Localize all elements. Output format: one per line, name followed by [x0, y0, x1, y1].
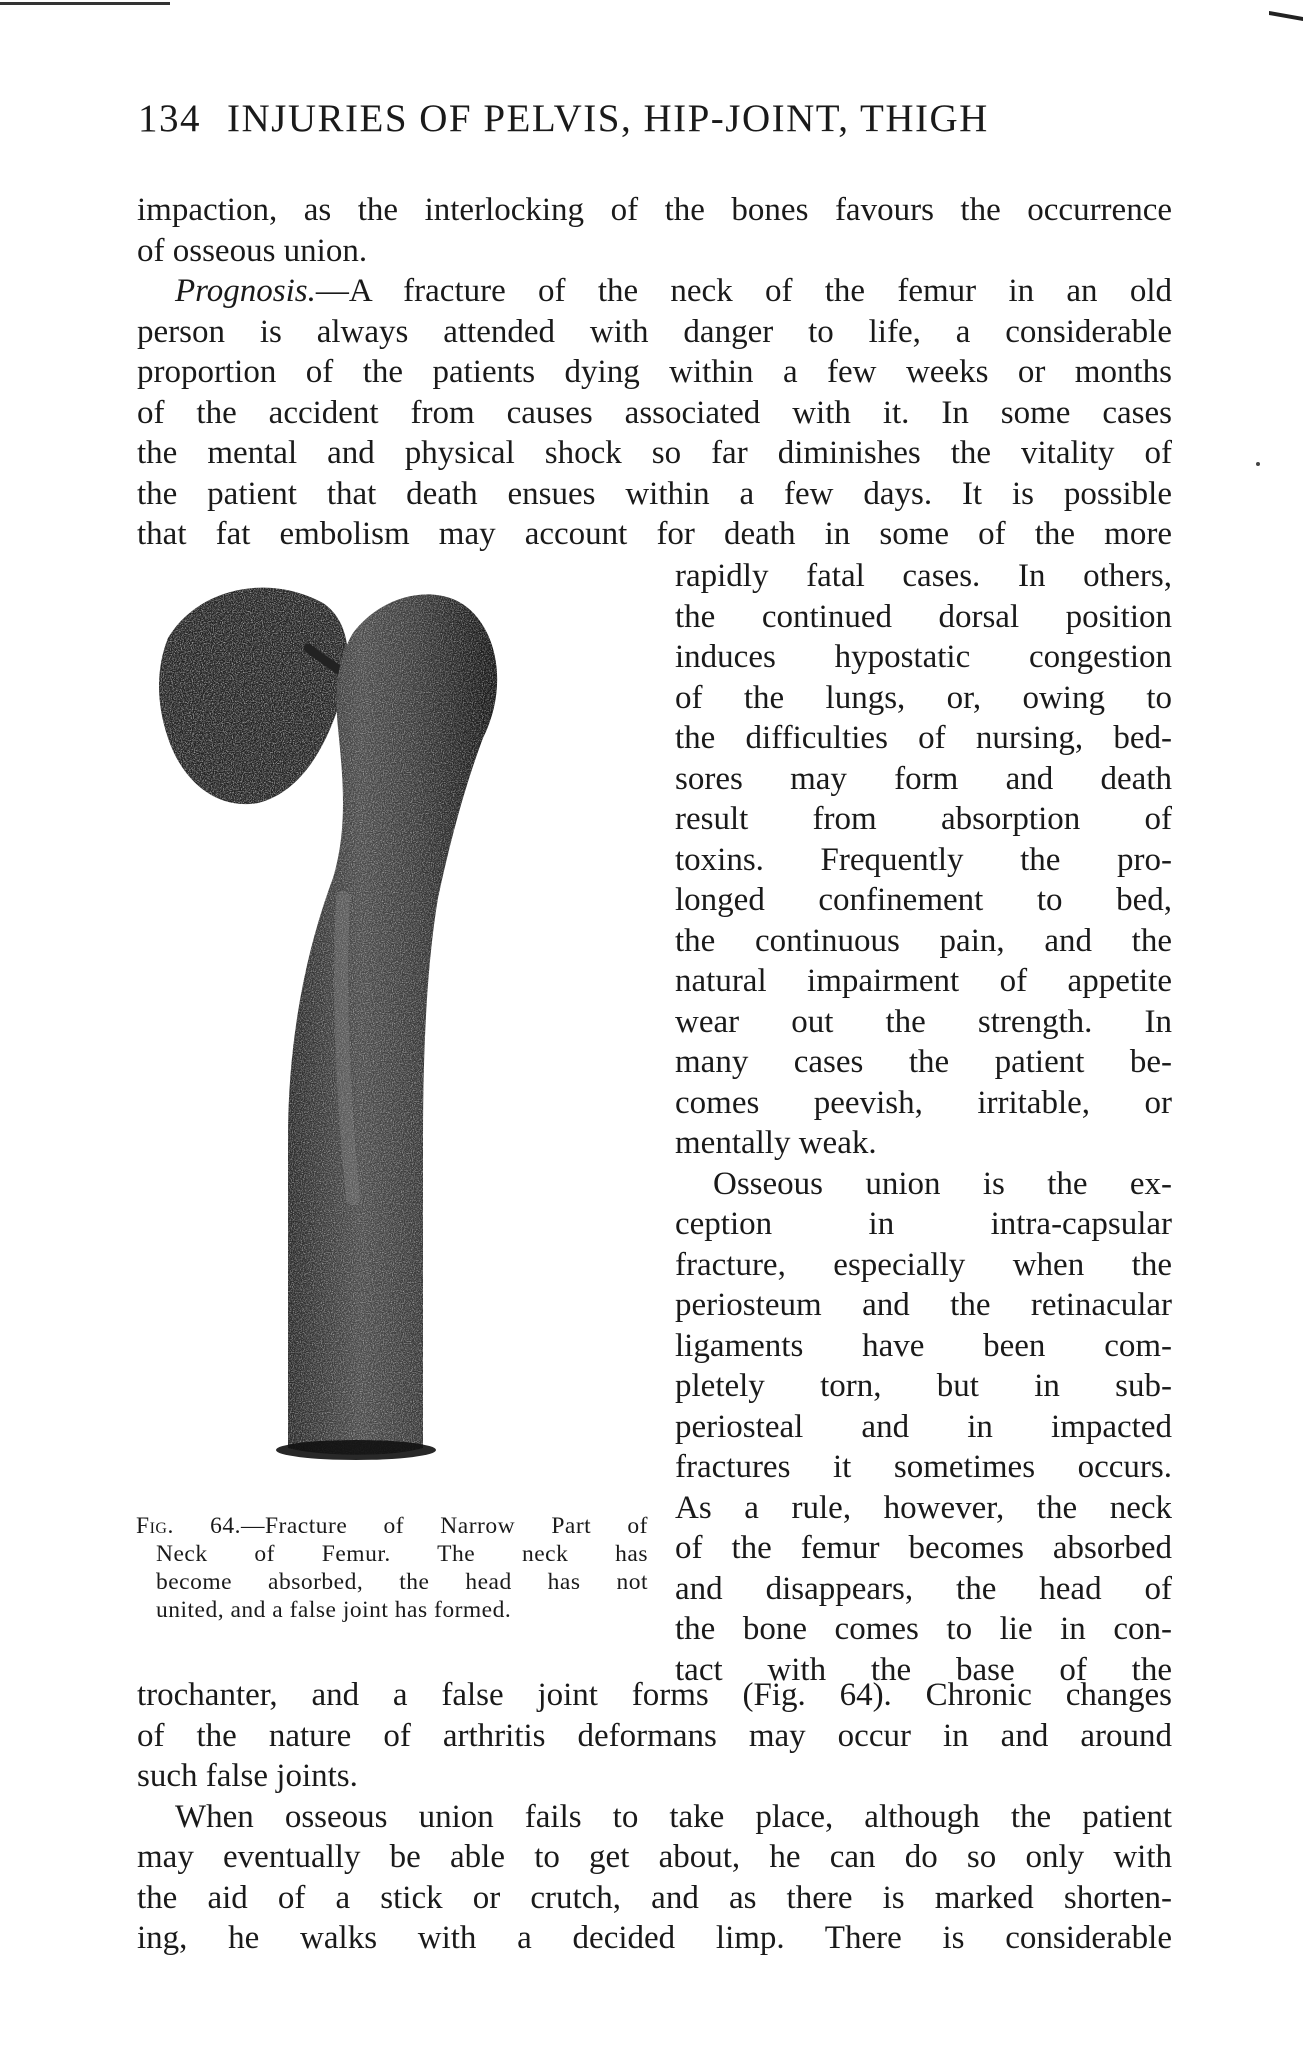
text-line: the continued dorsal position — [675, 598, 1172, 635]
text-line: of the lungs, or, owing to — [675, 679, 1172, 716]
text-line: result from absorption of — [675, 801, 1172, 837]
text-block-bottom — [137, 1675, 1172, 1959]
text-line: proportion of the patients dying within a few weeks or months — [137, 354, 1172, 390]
femur-illustration — [138, 578, 658, 1513]
femur-photograph — [138, 578, 658, 1513]
text-line: that fat embolism may account for death in some of the more — [137, 516, 1172, 552]
text-line: the continuous pain, and the — [675, 922, 1172, 959]
text-line: of the accident from causes associated with it. In some cases — [137, 394, 1172, 431]
text-line: comes peevish, irritable, or — [675, 1084, 1172, 1121]
caption-line: Neck of Femur. The neck has — [156, 1541, 648, 1567]
prognosis-line-rest: —A fracture of the neck of the femur in an old — [315, 273, 1172, 309]
text-line: the bone comes to lie in con- — [675, 1611, 1172, 1647]
text-line: periosteum and the retinacular — [675, 1287, 1172, 1323]
text-block-right — [675, 556, 1172, 1690]
figure-caption — [136, 1512, 648, 1624]
text-block-top — [137, 190, 1172, 555]
page-number: 134 — [138, 97, 201, 140]
text-line: and disappears, the head of — [675, 1570, 1172, 1607]
text-line: Osseous union is the ex- — [713, 1165, 1172, 1202]
text-line: wear out the strength. In — [675, 1003, 1172, 1040]
caption-text: —Fracture of Narrow Part of — [240, 1513, 648, 1539]
text-line: impaction, as the interlocking of the bones favours the occurrence — [137, 192, 1172, 228]
text-line: longed confinement to bed, — [675, 882, 1172, 918]
running-title: INJURIES OF PELVIS, HIP-JOINT, THIGH — [227, 97, 989, 140]
caption-line — [136, 1512, 648, 1540]
prognosis-heading: Prognosis. — [175, 273, 316, 309]
caption-label: Fig. 64. — [136, 1513, 241, 1539]
caption-line: become absorbed, the head has not — [156, 1569, 648, 1595]
text-line: of the femur becomes absorbed — [675, 1530, 1172, 1566]
text-line: natural impairment of appetite — [675, 963, 1172, 999]
scan-speck — [1256, 462, 1260, 466]
text-line: the aid of a stick or crutch, and as there is marked shorten- — [137, 1879, 1172, 1916]
scan-corner-mark — [1269, 11, 1303, 21]
text-line: ligaments have been com- — [675, 1327, 1172, 1364]
text-line: rapidly fatal cases. In others, — [675, 558, 1172, 594]
text-line: When osseous union fails to take place, although the patient — [175, 1798, 1172, 1835]
text-line: of osseous union. — [137, 232, 368, 269]
text-line: As a rule, however, the neck — [675, 1489, 1172, 1526]
text-line: ception in intra-capsular — [675, 1206, 1172, 1242]
text-line: sores may form and death — [675, 760, 1172, 797]
text-line: pletely torn, but in sub- — [675, 1368, 1172, 1404]
scan-edge-mark — [0, 2, 170, 5]
text-line: the difficulties of nursing, bed- — [675, 720, 1172, 756]
text-line: induces hypostatic congestion — [675, 639, 1172, 675]
text-line: such false joints. — [137, 1758, 358, 1794]
text-line: of the nature of arthritis deformans may occur in and around — [137, 1717, 1172, 1754]
caption-line: united, and a false joint has formed. — [156, 1597, 512, 1623]
text-line: trochanter, and a false joint forms (Fig. 64). Chronic changes — [137, 1677, 1172, 1713]
text-line: many cases the patient be- — [675, 1044, 1172, 1080]
text-line: fracture, especially when the — [675, 1246, 1172, 1283]
text-line: periosteal and in impacted — [675, 1408, 1172, 1445]
text-line: toxins. Frequently the pro- — [675, 841, 1172, 878]
text-line: the mental and physical shock so far diminishes the vitality of — [137, 435, 1172, 471]
running-header — [138, 96, 1178, 141]
text-line: tact with the base of the — [675, 1651, 1172, 1688]
text-line: mentally weak. — [675, 1125, 877, 1161]
text-line: the patient that death ensues within a few days. It is possible — [137, 475, 1172, 512]
text-line: may eventually be able to get about, he can do so only with — [137, 1839, 1172, 1875]
text-line: person is always attended with danger to life, a considerable — [137, 313, 1172, 350]
text-line: ing, he walks with a decided limp. There is considerable — [137, 1920, 1172, 1956]
prognosis-line — [137, 271, 1172, 312]
text-line: fractures it sometimes occurs. — [675, 1449, 1172, 1485]
